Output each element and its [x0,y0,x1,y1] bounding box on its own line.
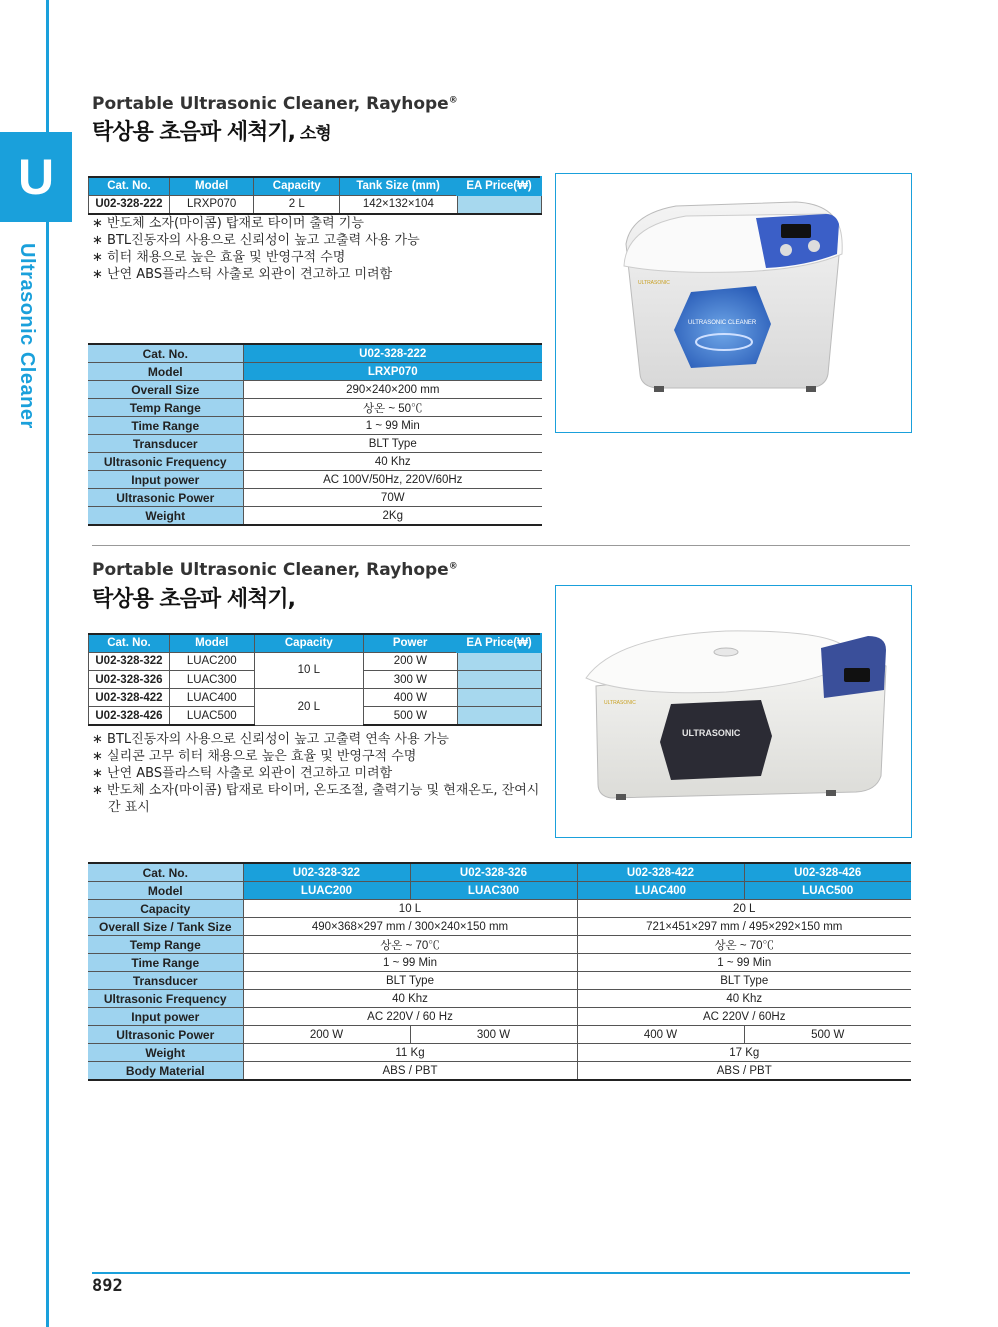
section-tab [0,132,72,222]
table-row: Ultrasonic Frequency 40 Khz 40 Khz [88,990,911,1008]
list-item: ∗ BTL진동자의 사용으로 신뢰성이 높고 고출력 사용 가능 [92,233,420,248]
table-row: Overall Size / Tank Size 490×368×297 mm / 300×240×150 mm 721×451×297 mm / 495×292×150 mm [88,918,911,936]
order-table-2-header: Cat. No. Model Capacity Power EA Price(₩) [89,634,542,652]
table-row: Transducer BLT Type BLT Type [88,972,911,990]
table-row: Capacity 10 L 20 L [88,900,911,918]
price-cell [457,671,541,689]
spec-table-2 [88,862,911,1081]
list-item: ∗ 실리콘 고무 히터 채용으로 높은 효율 및 반영구적 수명 [92,749,417,764]
cleaner-small-illustration [556,174,911,432]
table-row: Transducer BLT Type [88,435,542,453]
section-divider [92,545,910,546]
table-row: Weight 2Kg [88,507,542,526]
vertical-label-text: Ultrasonic Cleaner [16,243,38,429]
section2-title-ko: 탁상용 초음파 세척기, [92,587,295,612]
list-item: ∗ 히터 채용으로 높은 효율 및 반영구적 수명 [92,250,346,265]
footer-line [92,1272,910,1274]
section-letter: U [17,149,55,205]
table-row: Temp Range 상온 ~ 50℃ [88,399,542,417]
section1-title-en: Portable Ultrasonic Cleaner, Rayhope® [92,94,458,114]
order-table-2 [88,633,542,726]
list-item: ∗ 반도체 소자(마이콤) 탑재로 타이머 출력 기능 [92,216,364,231]
table-row: Input power AC 100V/50Hz, 220V/60Hz [88,471,542,489]
table-row: Overall Size 290×240×200 mm [88,381,542,399]
table-row: U02-328-426 LUAC500 500 W [89,707,542,726]
table-row: Body Material ABS / PBT ABS / PBT [88,1062,911,1081]
table-row: Temp Range 상온 ~ 70℃ 상온 ~ 70℃ [88,936,911,954]
price-cell [457,652,541,671]
order-table-1-header: Cat. No. Model Capacity Tank Size (mm) EA Price(₩) [89,177,542,195]
table-row: U02-328-326 LUAC300 300 W [89,671,542,689]
table-row: Time Range 1 ~ 99 Min [88,417,542,435]
product-photo-1 [555,173,912,433]
table-row: Cat. No. U02-328-222 [88,344,542,363]
page-number: 892 [92,1276,123,1296]
table-row: U02-328-322 LUAC200 10 L 200 W [89,652,542,671]
cleaner-large-illustration [556,586,911,837]
table-row: Input power AC 220V / 60 Hz AC 220V / 60Hz [88,1008,911,1026]
table-row: U02-328-222 LRXP070 2 L 142×132×104 [89,195,542,214]
section2-title-en: Portable Ultrasonic Cleaner, Rayhope® [92,560,458,580]
table-row: Ultrasonic Power 200 W 300 W 400 W 500 W [88,1026,911,1044]
product-photo-2 [555,585,912,838]
photo2-brand-text: ULTRASONIC [604,700,636,706]
table-row: Time Range 1 ~ 99 Min 1 ~ 99 Min [88,954,911,972]
table-row: U02-328-422 LUAC400 20 L 400 W [89,689,542,707]
vertical-label [16,243,44,443]
table-row: Model LRXP070 [88,363,542,381]
table-row: Ultrasonic Frequency 40 Khz [88,453,542,471]
photo1-panel-text: ULTRASONIC CLEANER [688,320,757,326]
spec-table-1 [88,343,542,526]
photo1-brand-text: ULTRASONIC [638,280,670,286]
section1-title-ko: 탁상용 초음파 세척기, 소형 [92,120,331,145]
price-cell [457,195,541,214]
price-cell [457,707,541,726]
table-row: Weight 11 Kg 17 Kg [88,1044,911,1062]
list-item: ∗ BTL진동자의 사용으로 신뢰성이 높고 고출력 연속 사용 가능 [92,732,449,747]
section1-bullets [92,215,420,283]
table-row: Model LUAC200 LUAC300 LUAC400 LUAC500 [88,882,911,900]
list-item: ∗ 난연 ABS플라스틱 사출로 외관이 견고하고 미려함 [92,267,393,282]
list-item: ∗ 난연 ABS플라스틱 사출로 외관이 견고하고 미려함 [92,766,393,781]
table-row: Cat. No. U02-328-322 U02-328-326 U02-328-422 U02-328-426 [88,863,911,882]
price-cell [457,689,541,707]
list-item: ∗ 반도체 소자(마이콤) 탑재로 타이머, 온도조절, 출력기능 및 현재온도, 잔여시간 표시 [92,783,540,815]
table-row: Ultrasonic Power 70W [88,489,542,507]
photo2-panel-text: ULTRASONIC [682,728,741,738]
order-table-1 [88,176,542,215]
section2-bullets [92,731,547,816]
